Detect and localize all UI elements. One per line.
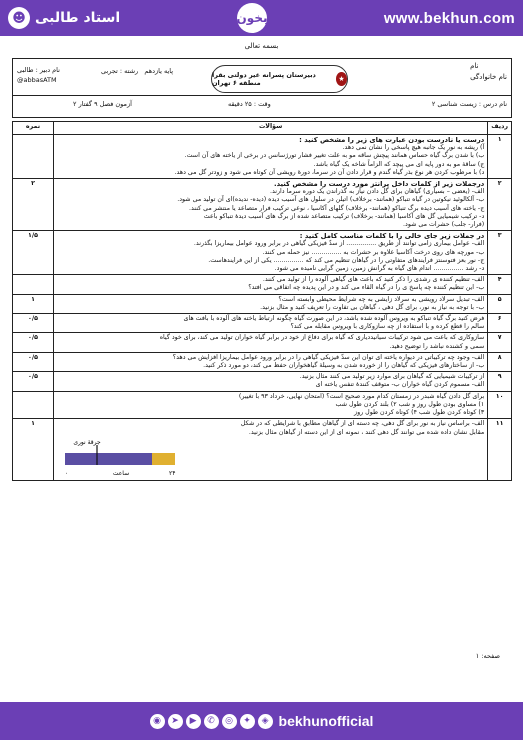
question-score: ۰/۵	[13, 352, 54, 371]
teacher-label: نام دبیر : طالبی	[17, 66, 60, 74]
question-line: ب) با شدن برگ گیاه حساس همانند پیچش ساقه مو به علت تغییر فشار تورژسانس در برخی از یاخته های آن است.	[184, 152, 485, 160]
question-text	[54, 391, 488, 419]
question-line: ب- مورچه های روی درخت آکاسیا علاوه بر حشرات به ............... نیز حمله می کنند.	[262, 248, 485, 256]
question-text	[54, 419, 488, 480]
questions-body	[13, 135, 512, 481]
question-line: ۱) مساوی بودن طول روز و شب ۲) بلند کردن طول شب	[335, 400, 485, 408]
teacher-brand[interactable]	[8, 7, 120, 29]
bismillah: بسمه تعالی	[244, 42, 279, 50]
question-text	[54, 314, 488, 333]
question-line: الف- تنظیم کننده ی رشدی را ذکر کنید که باعث های گیاهی آلوده را از تولید می کنند.	[262, 276, 485, 284]
question-line: برای گل دادن گیاه شبدر در زمستان کدام مورد صحیح است؟ (امتحان نهایی، خرداد ۹۳ با تغییر)	[238, 392, 485, 400]
question-score: ۰/۵	[13, 314, 54, 333]
question-score: ۱	[13, 294, 54, 313]
question-line: ب- آلکالوئید نیکوتین در گیاه تنباکو (همانند- برخلاف) اتیلن در سلول های آسیب دیده (دیده- ندیده)ای آن تولید می شود.	[177, 196, 485, 204]
student-fields	[470, 61, 507, 83]
name-label: نام	[470, 62, 479, 70]
question-score: ۲	[13, 179, 54, 231]
question-score: ۰/۵	[13, 333, 54, 352]
question-line: د) با مرطوب کردن هر نوع بذر گیاه گندم و قرار دادن آن در سرما، دورهٔ رویشی آن کوتاه می شود و زودتر گل می دهد.	[174, 168, 485, 176]
row-header: ردیف	[488, 122, 512, 135]
question-line: الف- وجود چه ترکیباتی در دیواره یاخته ای توان این سدّ فیزیکی گیاهی را در برابر ورود عوامل بیماریزا افزایش می دهد؟	[172, 353, 485, 361]
twitter-icon[interactable]: ✦	[240, 714, 255, 729]
aparat-icon[interactable]: ◎	[222, 714, 237, 729]
question-number: ۲	[488, 179, 512, 231]
question-line: ب- با توجه به نیاز به نور، برای گل دهی ، گیاهان بی تفاوت را تعریف کنید و مثال بزنید.	[260, 303, 485, 311]
whatsapp-icon[interactable]: ✆	[204, 714, 219, 729]
question-score	[13, 135, 54, 179]
question-row	[13, 333, 512, 352]
question-line: ب- از ساختارهای فیزیکی که گیاهان را از خورده شدن به وسیلهٔ گیاهخواران حفظ می کند، دو مورد ذکر کنید.	[203, 362, 485, 370]
question-number: ۵	[488, 294, 512, 313]
question-row	[13, 179, 512, 231]
question-text	[54, 179, 488, 231]
question-text	[54, 294, 488, 313]
question-row	[13, 314, 512, 333]
grade-label: پایه یازدهم	[144, 67, 174, 75]
question-number: ۱۱	[488, 419, 512, 480]
question-row	[13, 231, 512, 275]
social-handle[interactable]: bekhunofficial	[278, 713, 374, 729]
question-number: ۱	[488, 135, 512, 179]
question-line: (فرار- جلب) حشرات می شود.	[403, 221, 485, 229]
axis-start: ۰	[65, 469, 69, 477]
teacher-handle: @abbasATM	[17, 76, 57, 84]
questions-header: سؤالات	[54, 122, 488, 135]
photoperiod-chart	[57, 437, 187, 479]
question-number: ۶	[488, 314, 512, 333]
question-number: ۱۰	[488, 391, 512, 419]
question-line: الف- (یعضی – بسیاری) گیاهان برای گل دادن نیاز به گذراندن یک دوره سرما دارند.	[269, 188, 485, 196]
question-score: ۱	[13, 419, 54, 480]
school-box	[211, 65, 348, 93]
school-emblem-icon: ★	[336, 72, 347, 86]
social-icons	[150, 714, 273, 729]
question-score	[13, 391, 54, 419]
course-label: نام درس : زیست شناسی ۲	[431, 100, 507, 108]
question-line: مقابل نشان داده شده می توانند گل دهی کنند ، نمونه ای از این دسته از گیاهان مثال بزنید.	[248, 428, 485, 436]
site-url[interactable]: www.bekhun.com	[383, 9, 515, 27]
question-text	[54, 275, 488, 294]
question-number: ۹	[488, 372, 512, 391]
question-row	[13, 135, 512, 179]
question-line: الف- براساس نیاز به نور برای گل دهی، چه دسته ای از گیاهان مطابق با شرایطی که در شکل	[240, 420, 485, 428]
question-line: آ) ریشه به نور یک جانبه هیچ پاسخی را نشان نمی دهد.	[342, 144, 485, 152]
rubika-icon[interactable]: ◈	[258, 714, 273, 729]
question-line: الف- مسموم کردن گیاه خواران ب- متوقف کنندهٔ تنفس یاخته ای	[315, 381, 485, 389]
time-label: وقت : ۲۵ دقیقه	[228, 100, 271, 108]
question-row	[13, 419, 512, 480]
day-bar	[152, 453, 175, 465]
question-row	[13, 275, 512, 294]
axis-label: ساعت	[112, 469, 130, 477]
question-number: ۴	[488, 275, 512, 294]
question-number: ۷	[488, 333, 512, 352]
brand-label: استاد طالبی	[35, 10, 121, 26]
question-line: د- ترکیب شیمیایی گل های آکاسیا (همانند- برخلاف) ترکیب متصاعد شده از برگ های آسیب دیدهٔ تنباکو باعث	[203, 212, 485, 220]
question-line: از ترکیبات شیمیایی که گیاهان برای موارد زیر تولید می کنند مثال بزنید.	[299, 373, 485, 381]
axis-end: ۲۴	[169, 469, 176, 477]
youtube-icon[interactable]: ▶	[186, 714, 201, 729]
flash-label: جرقهٔ نوری	[73, 438, 101, 446]
question-line: سالم را قطع کرده و با استفاده از چه سازوکاری با ویروس مقابله می کند؟	[290, 323, 485, 331]
question-line: ۳) کوتاه کردن طول شب ۴) کوتاه کردن طول روز	[354, 409, 485, 417]
question-line: الف- تبدیل سرلاد رویشی به سرلاد زایشی به چه شرایط محیطی وابسته است؟	[278, 295, 485, 303]
question-line: ج- یاخته های آسیب دیده برگ تنباکو (همانند- برخلاف) گلهای آکاسیا ، نوعی ترکیب فرار متصاعد یا منتشر می کنند.	[189, 204, 485, 212]
exam-header	[12, 58, 512, 118]
table-header	[13, 122, 512, 135]
question-number: ۸	[488, 352, 512, 371]
exam-page	[0, 36, 523, 702]
top-banner	[0, 0, 523, 36]
grade-info	[101, 67, 173, 75]
teacher-info	[17, 65, 60, 85]
question-title: درست یا نادرست بودن عبارت های زیر را مشخص کنید :	[299, 136, 485, 144]
question-line: ب- این تنظیم کننده چه پاسخ ی را در گیاه القاء می کند و در این پدیده چه اتفاقی می افتد؟	[248, 284, 485, 292]
question-text	[54, 372, 488, 391]
field-label: رشته : تجربی	[101, 67, 139, 75]
question-title: در جملات زیر جای خالی را با کلمات مناسب کامل کنید :	[299, 232, 485, 241]
question-row	[13, 391, 512, 419]
question-row	[13, 372, 512, 391]
question-line: سازوکاری که باعث می شود ترکیبات سیانیددیاری که گیاه برای دفاع از خود در برابر گیاه خواران تولید می کند، برای خود گیاه	[159, 334, 485, 342]
page-number: صفحه: ۱	[475, 652, 500, 660]
question-row	[13, 294, 512, 313]
family-label: نام خانوادگی	[470, 73, 507, 81]
question-text	[54, 231, 488, 275]
user-icon: ☻	[8, 7, 30, 29]
question-score: ۱/۵	[13, 231, 54, 275]
question-line: سمی و کشنده نباشد را توضیح دهید.	[389, 342, 485, 350]
bottom-banner	[0, 702, 523, 740]
school-name: دبیرستان پسرانه غیر دولتی بقرا منطقه ۶ تهران	[212, 71, 316, 87]
questions-table	[12, 121, 512, 481]
instagram-icon[interactable]: ◉	[150, 714, 165, 729]
logo-text: بخون	[236, 11, 268, 25]
question-line: د- رشد ............... اندام های گیاه به گرانش زمین، زمین گرایی نامیده می شود.	[274, 265, 485, 273]
score-header: نمره	[13, 122, 54, 135]
question-score: ۰/۵	[13, 372, 54, 391]
telegram-icon[interactable]: ➤	[168, 714, 183, 729]
question-line: ج) ساقهٔ مو به دور پایه ای می پیچد که الزاماً شاخه یک گیاه باشد.	[313, 160, 485, 168]
question-line: فرض کنید برگ گیاه تنباکو به ویروس آلوده شده باشد، در این صورت گیاه چگونه ارتباط یاخته های آلوده با بافت های	[183, 315, 485, 323]
question-text	[54, 333, 488, 352]
question-number: ۳	[488, 231, 512, 275]
question-line: ج- نور بعز فتوسنتز فرایندهای متفاوتی را در گیاهان تنظیم می کند که ............... یکی از این فرایندهاست.	[208, 256, 485, 264]
question-score	[13, 275, 54, 294]
question-row	[13, 352, 512, 371]
photoperiod-diagram	[57, 437, 484, 479]
site-logo[interactable]	[237, 3, 267, 33]
question-text	[54, 135, 488, 179]
question-line: الف- عوامل بیماری زامی توانند از طریق ............... از سدّ فیزیکی گیاهی در برابر ورود عوامل بیماریزا بگذرند.	[193, 240, 485, 248]
course-line	[13, 95, 511, 118]
exam-label: آزمون فصل ۹ گفتار ۲	[73, 100, 132, 108]
question-text	[54, 352, 488, 371]
question-title: درجملات زیر از کلمات داخل پرانتز مورد درست را مشخص کنید.	[274, 180, 485, 189]
